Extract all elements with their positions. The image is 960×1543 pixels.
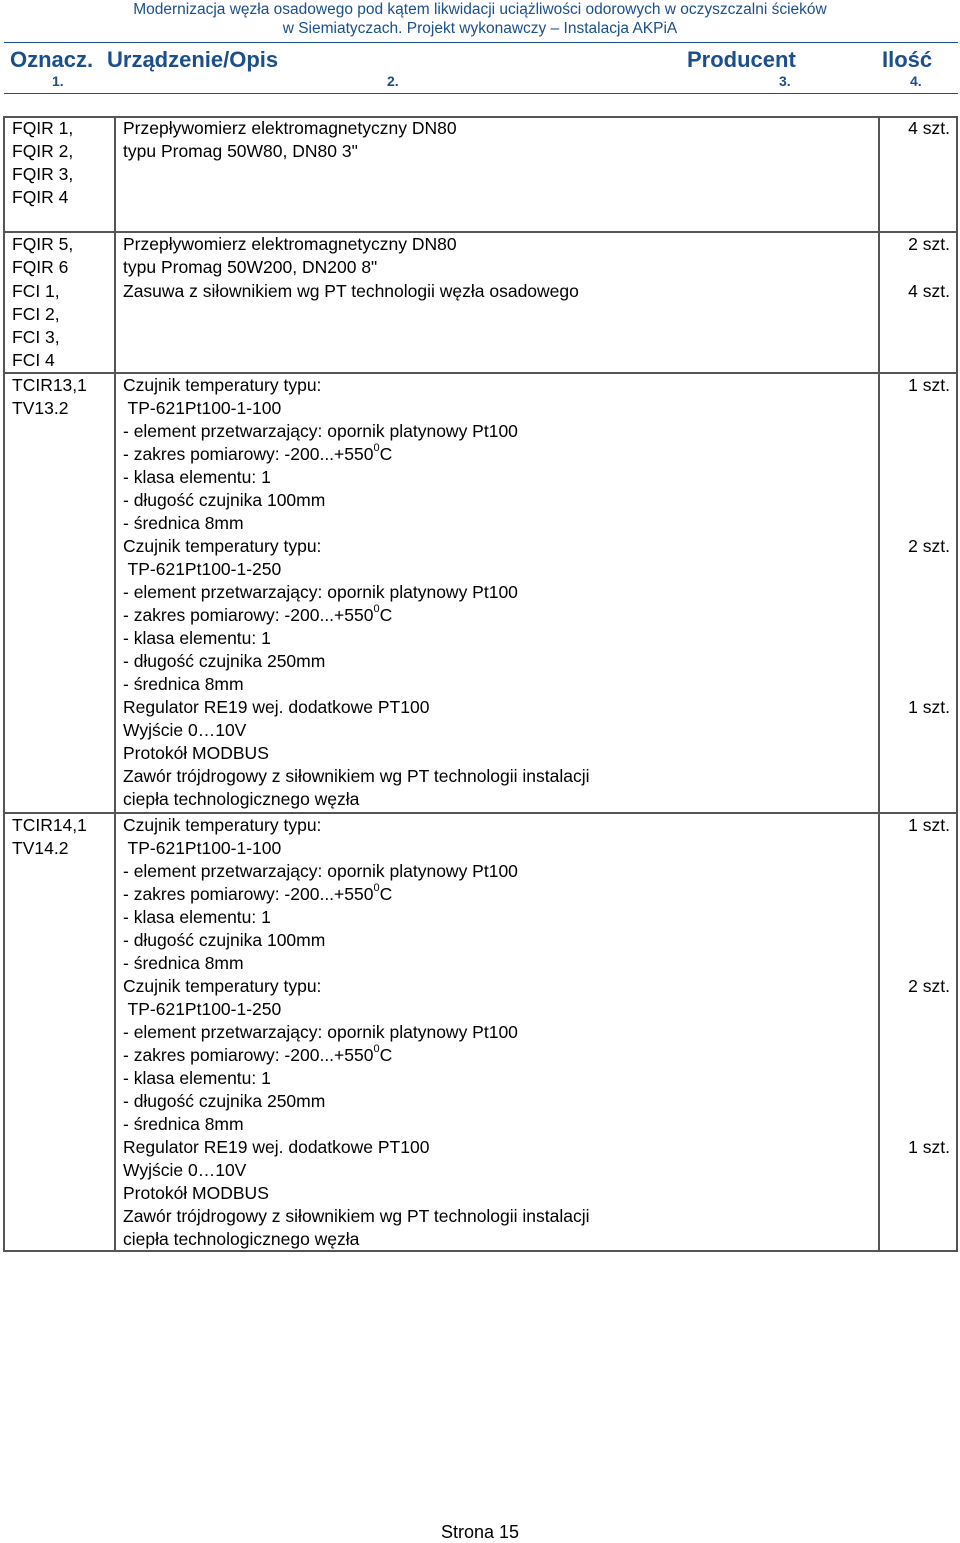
device-code: TCIR13,1 bbox=[12, 375, 87, 395]
device-description: Zasuwa z siłownikiem wg PT technologii węzła osadowego bbox=[123, 281, 579, 301]
column-divider-code bbox=[114, 116, 116, 1252]
header-bottom-rule bbox=[4, 93, 958, 94]
device-description: Regulator RE19 wej. dodatkowe PT100 bbox=[123, 1137, 430, 1157]
device-code: FCI 2, bbox=[12, 304, 60, 324]
column-number-3: 3. bbox=[779, 73, 791, 89]
device-quantity: 2 szt. bbox=[908, 976, 950, 996]
device-description: - długość czujnika 250mm bbox=[123, 651, 326, 671]
device-code: TV13.2 bbox=[12, 398, 69, 418]
device-description: - element przetwarzający: opornik platynowy Pt100 bbox=[123, 582, 518, 602]
device-description: - zakres pomiarowy: $-200...+550^0C$ bbox=[123, 442, 393, 464]
document-header bbox=[0, 0, 960, 38]
device-description: typu Promag 50W200, DN200 8" bbox=[123, 257, 378, 277]
device-description: - długość czujnika 250mm bbox=[123, 1091, 326, 1111]
device-description: - średnica 8mm bbox=[123, 1114, 244, 1134]
device-code: FQIR 3, bbox=[12, 164, 74, 184]
column-divider-qty bbox=[878, 116, 880, 1252]
device-code: FQIR 4 bbox=[12, 187, 69, 207]
device-code: FQIR 5, bbox=[12, 234, 74, 254]
header-title-line-2: w Siemiatyczach. Projekt wykonawczy – Instalacja AKPiA bbox=[282, 20, 678, 37]
device-description: Czujnik temperatury typu: bbox=[123, 375, 322, 395]
column-header-producer: Producent bbox=[687, 47, 796, 72]
column-number-4: 4. bbox=[910, 73, 922, 89]
device-description: - średnica 8mm bbox=[123, 674, 244, 694]
device-description: - zakres pomiarowy: $-200...+550^0C$ bbox=[123, 882, 393, 904]
device-quantity: 1 szt. bbox=[908, 815, 950, 835]
device-description: Regulator RE19 wej. dodatkowe PT100 bbox=[123, 697, 430, 717]
device-quantity: 1 szt. bbox=[908, 375, 950, 395]
device-description: - klasa elementu: 1 bbox=[123, 628, 271, 648]
device-description: Zawór trójdrogowy z siłownikiem wg PT technologii instalacji bbox=[123, 1206, 590, 1226]
device-description: Czujnik temperatury typu: bbox=[123, 815, 322, 835]
device-description: Wyjście 0…10V bbox=[123, 720, 247, 740]
device-description: - długość czujnika 100mm bbox=[123, 490, 326, 510]
device-description: ciepła technologicznego węzła bbox=[123, 789, 360, 809]
device-description: - zakres pomiarowy: $-200...+550^0C$ bbox=[123, 603, 393, 625]
column-header-code: Oznacz. bbox=[10, 47, 94, 72]
device-description: ciepła technologicznego węzła bbox=[123, 1229, 360, 1249]
device-quantity: 4 szt. bbox=[908, 118, 950, 138]
device-description: Zawór trójdrogowy z siłownikiem wg PT technologii instalacji bbox=[123, 766, 590, 786]
device-code: TCIR14,1 bbox=[12, 815, 87, 835]
device-code: FCI 1, bbox=[12, 281, 60, 301]
column-header-qty: Ilość bbox=[882, 47, 933, 72]
device-description: - klasa elementu: 1 bbox=[123, 1068, 271, 1088]
device-description: - element przetwarzający: opornik platynowy Pt100 bbox=[123, 1022, 518, 1042]
device-description: - element przetwarzający: opornik platynowy Pt100 bbox=[123, 861, 518, 881]
device-description: TP-621Pt100-1-100 bbox=[123, 398, 282, 418]
device-description: - średnica 8mm bbox=[123, 953, 244, 973]
device-description: TP-621Pt100-1-250 bbox=[123, 999, 282, 1019]
device-code: FQIR 1, bbox=[12, 118, 74, 138]
device-code: FQIR 2, bbox=[12, 141, 74, 161]
device-description: Protokół MODBUS bbox=[123, 743, 269, 763]
device-description: Przepływomierz elektromagnetyczny DN80 bbox=[123, 234, 457, 254]
column-header-desc: Urządzenie/Opis bbox=[107, 47, 279, 72]
device-description: - średnica 8mm bbox=[123, 513, 244, 533]
device-description: - długość czujnika 100mm bbox=[123, 930, 326, 950]
device-description: TP-621Pt100-1-100 bbox=[123, 838, 282, 858]
page-number: Strona 15 bbox=[440, 1522, 520, 1542]
column-number-2: 2. bbox=[387, 73, 399, 89]
device-code: FCI 4 bbox=[12, 350, 55, 370]
device-quantity: 1 szt. bbox=[908, 697, 950, 717]
device-description: Protokół MODBUS bbox=[123, 1183, 269, 1203]
device-code: FQIR 6 bbox=[12, 257, 69, 277]
device-description: Czujnik temperatury typu: bbox=[123, 976, 322, 996]
device-quantity: 2 szt. bbox=[908, 536, 950, 556]
device-code: TV14.2 bbox=[12, 838, 69, 858]
device-quantity: 1 szt. bbox=[908, 1137, 950, 1157]
device-description: Czujnik temperatury typu: bbox=[123, 536, 322, 556]
device-quantity: 2 szt. bbox=[908, 234, 950, 254]
device-description: Przepływomierz elektromagnetyczny DN80 bbox=[123, 118, 457, 138]
device-code: FCI 3, bbox=[12, 327, 60, 347]
column-number-1: 1. bbox=[52, 73, 64, 89]
device-description: - klasa elementu: 1 bbox=[123, 907, 271, 927]
device-description: typu Promag 50W80, DN80 3" bbox=[123, 141, 358, 161]
device-description: - klasa elementu: 1 bbox=[123, 467, 271, 487]
device-description: - element przetwarzający: opornik platynowy Pt100 bbox=[123, 421, 518, 441]
device-quantity: 4 szt. bbox=[908, 281, 950, 301]
device-description: - zakres pomiarowy: $-200...+550^0C$ bbox=[123, 1043, 393, 1065]
header-title-line-1: Modernizacja węzła osadowego pod kątem likwidacji uciążliwości odorowych w oczyszczalni ścieków bbox=[133, 1, 827, 18]
column-header-table bbox=[4, 43, 958, 91]
device-description: Wyjście 0…10V bbox=[123, 1160, 247, 1180]
device-description: TP-621Pt100-1-250 bbox=[123, 559, 282, 579]
